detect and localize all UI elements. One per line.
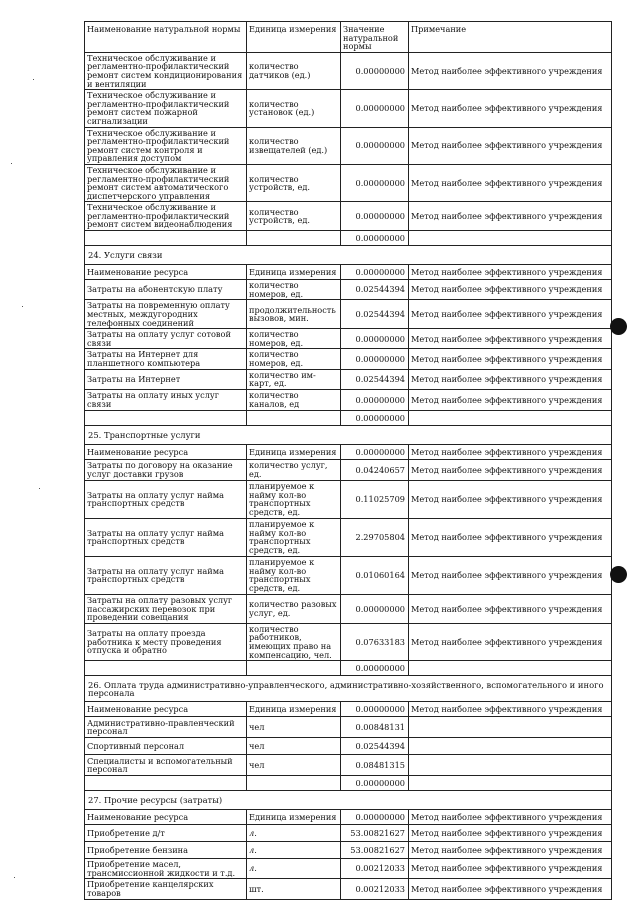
row-note: Метод наиболее эффективного учреждения xyxy=(409,444,612,459)
scan-speck xyxy=(39,488,40,489)
table-row xyxy=(85,738,612,755)
row-value: 0.00000000 xyxy=(341,90,409,127)
row-value: 0.00848131 xyxy=(341,717,409,738)
row-unit: количество им-карт, ед. xyxy=(247,369,341,389)
row-value: 53.00821627 xyxy=(341,825,409,842)
row-value: 0.00000000 xyxy=(341,594,409,623)
row-note: Метод наиболее эффективного учреждения xyxy=(409,90,612,127)
section-title-row xyxy=(85,246,612,265)
row-unit: чел xyxy=(247,755,341,776)
header-name: Наименование натуральной нормы xyxy=(85,22,247,53)
row-name: Техническое обслуживание и регламентно-профилактический ремонт систем контроля и управления доступом xyxy=(85,127,247,164)
row-value: 0.07633183 xyxy=(341,623,409,660)
row-note: Метод наиболее эффективного учреждения xyxy=(409,623,612,660)
row-unit: продолжительность вызовов, мин. xyxy=(247,300,341,329)
row-unit: Единица измерения xyxy=(247,810,341,825)
table-row xyxy=(85,280,612,300)
row-note: Метод наиболее эффективного учреждения xyxy=(409,459,612,480)
section-title: 26. Оплата труда административно-управленческого, административно-хозяйственного, вспомогательного и иного персонала xyxy=(85,676,612,702)
row-value: 2.29705804 xyxy=(341,518,409,556)
row-value: 0.00000000 xyxy=(341,329,409,349)
row-name: Затраты на оплату услуг найма транспортных средств xyxy=(85,556,247,594)
row-note: Метод наиболее эффективного учреждения xyxy=(409,349,612,369)
row-unit: количество каналов, ед xyxy=(247,389,341,410)
binder-hole-mark xyxy=(610,318,627,335)
row-unit: количество разовых услуг, ед. xyxy=(247,594,341,623)
row-value: 0.00000000 xyxy=(341,810,409,825)
row-unit: количество устройств, ед. xyxy=(247,202,341,231)
row-value: 0.00000000 xyxy=(341,389,409,410)
row-name: Спортивный персонал xyxy=(85,738,247,755)
table-row xyxy=(85,329,612,349)
row-value: 0.00000000 xyxy=(341,349,409,369)
total-row xyxy=(85,776,612,791)
row-value: 0.01060164 xyxy=(341,556,409,594)
table-row xyxy=(85,349,612,369)
row-unit: количество датчиков (ед.) xyxy=(247,52,341,89)
table-row xyxy=(85,90,612,127)
total-value: 0.00000000 xyxy=(341,231,409,246)
header-note: Примечание xyxy=(409,22,612,53)
table-header-row xyxy=(85,22,612,53)
row-note: Метод наиболее эффективного учреждения xyxy=(409,859,612,879)
scan-speck xyxy=(33,79,34,80)
row-unit: л. xyxy=(247,859,341,879)
row-note xyxy=(409,717,612,738)
section-title-row xyxy=(85,676,612,702)
norms-document xyxy=(84,21,611,900)
total-row xyxy=(85,410,612,425)
row-unit: чел xyxy=(247,717,341,738)
row-name: Техническое обслуживание и регламентно-профилактический ремонт систем пожарной сигнализации xyxy=(85,90,247,127)
table-row xyxy=(85,623,612,660)
row-unit: планируемое к найму кол-во транспортных средств, ед. xyxy=(247,480,341,518)
row-note: Метод наиболее эффективного учреждения xyxy=(409,480,612,518)
row-unit: количество номеров, ед. xyxy=(247,280,341,300)
section-title: 27. Прочие ресурсы (затраты) xyxy=(85,791,612,810)
row-note: Метод наиболее эффективного учреждения xyxy=(409,202,612,231)
row-name: Затраты на Интернет xyxy=(85,369,247,389)
row-note: Метод наиболее эффективного учреждения xyxy=(409,280,612,300)
section-title: 25. Транспортные услуги xyxy=(85,425,612,444)
row-unit: л. xyxy=(247,825,341,842)
table-row xyxy=(85,52,612,89)
row-unit: Единица измерения xyxy=(247,444,341,459)
row-value: 0.08481315 xyxy=(341,755,409,776)
row-value: 0.00000000 xyxy=(341,52,409,89)
table-row xyxy=(85,164,612,201)
section-title-row xyxy=(85,425,612,444)
row-value: 0.04240657 xyxy=(341,459,409,480)
row-note xyxy=(409,738,612,755)
row-value: 0.00000000 xyxy=(341,127,409,164)
row-name: Затраты на оплату иных услуг связи xyxy=(85,389,247,410)
row-name: Техническое обслуживание и регламентно-профилактический ремонт систем автоматического диспетчерского управления xyxy=(85,164,247,201)
section-title-row xyxy=(85,791,612,810)
row-name: Затраты на оплату услуг сотовой связи xyxy=(85,329,247,349)
row-name: Специалисты и вспомогательный персонал xyxy=(85,755,247,776)
row-unit: планируемое к найму кол-во транспортных средств, ед. xyxy=(247,556,341,594)
row-unit: количество устройств, ед. xyxy=(247,164,341,201)
row-name: Затраты на абонентскую плату xyxy=(85,280,247,300)
row-name: Административно-правленческий персонал xyxy=(85,717,247,738)
norms-table xyxy=(84,21,612,900)
row-note: Метод наиболее эффективного учреждения xyxy=(409,369,612,389)
section-head-row xyxy=(85,702,612,717)
row-name: Приобретение д/т xyxy=(85,825,247,842)
total-value: 0.00000000 xyxy=(341,776,409,791)
table-row xyxy=(85,556,612,594)
row-unit: Единица измерения xyxy=(247,265,341,280)
row-name: Приобретение масел, трансмиссионной жидкости и т.д. xyxy=(85,859,247,879)
row-name: Техническое обслуживание и регламентно-профилактический ремонт систем кондиционирования и вентиляции xyxy=(85,52,247,89)
table-row xyxy=(85,480,612,518)
row-unit: количество работников, имеющих право на компенсацию, чел. xyxy=(247,623,341,660)
row-unit: л. xyxy=(247,842,341,859)
row-value: 0.02544394 xyxy=(341,738,409,755)
row-unit: количество номеров, ед. xyxy=(247,329,341,349)
row-note: Метод наиболее эффективного учреждения xyxy=(409,810,612,825)
row-unit: планируемое к найму кол-во транспортных средств, ед. xyxy=(247,518,341,556)
row-unit: количество номеров, ед. xyxy=(247,349,341,369)
table-row xyxy=(85,369,612,389)
row-note: Метод наиболее эффективного учреждения xyxy=(409,842,612,859)
row-name: Затраты на Интернет для планшетного компьютера xyxy=(85,349,247,369)
total-row xyxy=(85,231,612,246)
row-note xyxy=(409,755,612,776)
row-name: Наименование ресурса xyxy=(85,265,247,280)
section-title: 24. Услуги связи xyxy=(85,246,612,265)
row-name: Приобретение канцелярских товаров xyxy=(85,879,247,899)
row-value: 0.00000000 xyxy=(341,265,409,280)
total-row xyxy=(85,661,612,676)
row-unit: шт. xyxy=(247,879,341,899)
table-row xyxy=(85,594,612,623)
row-note: Метод наиболее эффективного учреждения xyxy=(409,52,612,89)
row-note: Метод наиболее эффективного учреждения xyxy=(409,265,612,280)
row-name: Техническое обслуживание и регламентно-профилактический ремонт систем видеонаблюдения xyxy=(85,202,247,231)
row-note: Метод наиболее эффективного учреждения xyxy=(409,556,612,594)
header-value: Значение натуральной нормы xyxy=(341,22,409,53)
table-row xyxy=(85,879,612,899)
row-note: Метод наиболее эффективного учреждения xyxy=(409,702,612,717)
row-note: Метод наиболее эффективного учреждения xyxy=(409,329,612,349)
row-note: Метод наиболее эффективного учреждения xyxy=(409,825,612,842)
row-note: Метод наиболее эффективного учреждения xyxy=(409,594,612,623)
table-row xyxy=(85,202,612,231)
row-name: Наименование ресурса xyxy=(85,810,247,825)
table-row xyxy=(85,825,612,842)
row-value: 0.00000000 xyxy=(341,202,409,231)
section-head-row xyxy=(85,810,612,825)
row-note: Метод наиболее эффективного учреждения xyxy=(409,389,612,410)
row-value: 0.00000000 xyxy=(341,702,409,717)
row-unit: Единица измерения xyxy=(247,702,341,717)
row-value: 0.00212033 xyxy=(341,879,409,899)
row-note: Метод наиболее эффективного учреждения xyxy=(409,127,612,164)
row-name: Затраты по договору на оказание услуг доставки грузов xyxy=(85,459,247,480)
scan-speck xyxy=(11,163,12,164)
row-name: Затраты на оплату проезда работника к месту проведения отпуска и обратно xyxy=(85,623,247,660)
row-note: Метод наиболее эффективного учреждения xyxy=(409,879,612,899)
table-row xyxy=(85,859,612,879)
table-row xyxy=(85,717,612,738)
row-name: Затраты на оплату услуг найма транспортных средств xyxy=(85,480,247,518)
row-name: Наименование ресурса xyxy=(85,444,247,459)
row-name: Затраты на повременную оплату местных, междугородних телефонных соединений xyxy=(85,300,247,329)
row-value: 0.00000000 xyxy=(341,444,409,459)
table-row xyxy=(85,127,612,164)
row-value: 0.02544394 xyxy=(341,300,409,329)
table-row xyxy=(85,842,612,859)
header-unit: Единица измерения xyxy=(247,22,341,53)
table-row xyxy=(85,755,612,776)
row-name: Затраты на оплату разовых услуг пассажирских перевозок при проведении совещания xyxy=(85,594,247,623)
row-note: Метод наиболее эффективного учреждения xyxy=(409,518,612,556)
row-unit: количество услуг, ед. xyxy=(247,459,341,480)
scan-speck xyxy=(22,306,23,307)
table-row xyxy=(85,459,612,480)
row-unit: количество установок (ед.) xyxy=(247,90,341,127)
row-value: 0.11025709 xyxy=(341,480,409,518)
row-name: Наименование ресурса xyxy=(85,702,247,717)
row-value: 0.00212033 xyxy=(341,859,409,879)
row-value: 0.02544394 xyxy=(341,369,409,389)
scan-speck xyxy=(14,877,15,878)
row-unit: чел xyxy=(247,738,341,755)
total-value: 0.00000000 xyxy=(341,661,409,676)
section-head-row xyxy=(85,444,612,459)
binder-hole-mark xyxy=(610,566,627,583)
table-row xyxy=(85,300,612,329)
row-name: Приобретение бензина xyxy=(85,842,247,859)
row-name: Затраты на оплату услуг найма транспортных средств xyxy=(85,518,247,556)
row-note: Метод наиболее эффективного учреждения xyxy=(409,300,612,329)
row-value: 53.00821627 xyxy=(341,842,409,859)
total-value: 0.00000000 xyxy=(341,410,409,425)
row-note: Метод наиболее эффективного учреждения xyxy=(409,164,612,201)
table-row xyxy=(85,389,612,410)
section-head-row xyxy=(85,265,612,280)
row-value: 0.00000000 xyxy=(341,164,409,201)
row-value: 0.02544394 xyxy=(341,280,409,300)
table-row xyxy=(85,518,612,556)
row-unit: количество извещателей (ед.) xyxy=(247,127,341,164)
